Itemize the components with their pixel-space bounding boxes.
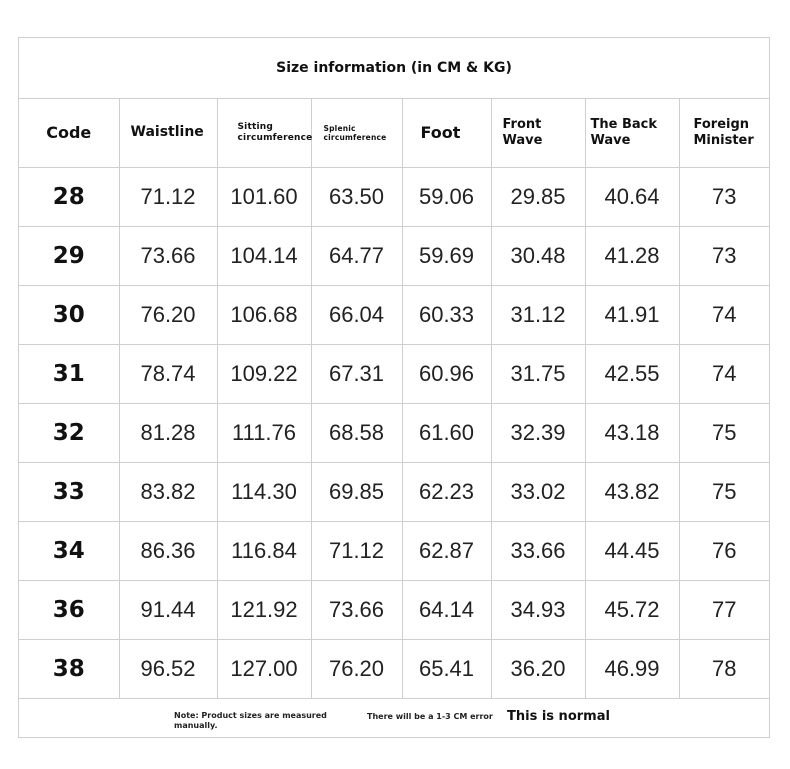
size-code-cell: 33 [19,463,119,522]
measurement-cell: 111.76 [217,404,311,463]
measurement-cell: 114.30 [217,463,311,522]
measurement-cell: 104.14 [217,227,311,286]
measurement-cell: 76.20 [311,640,402,699]
measurement-cell: 69.85 [311,463,402,522]
measurement-cell: 75 [679,404,769,463]
table-row [19,168,769,227]
measurement-cell: 64.77 [311,227,402,286]
measurement-cell: 29.85 [491,168,585,227]
table-row [19,345,769,404]
measurement-cell: 60.33 [402,286,491,345]
table-row [19,463,769,522]
measurement-cell: 116.84 [217,522,311,581]
size-code-cell: 29 [19,227,119,286]
header-back-wave: The Back Wave [585,98,679,168]
measurement-cell: 86.36 [119,522,217,581]
measurement-cell: 71.12 [311,522,402,581]
note-error-range: There will be a 1-3 CM error [367,712,493,721]
measurement-cell: 75 [679,463,769,522]
measurement-cell: 78 [679,640,769,699]
measurement-cell: 43.18 [585,404,679,463]
measurement-cell: 73 [679,227,769,286]
header-splenic-circumference: Splenic circumference [311,98,402,168]
measurement-cell: 106.68 [217,286,311,345]
measurement-cell: 41.91 [585,286,679,345]
table-row [19,286,769,345]
measurement-cell: 73.66 [311,581,402,640]
header-row [19,98,769,168]
measurement-cell: 62.87 [402,522,491,581]
size-chart [18,37,770,738]
title-row [19,38,769,99]
measurement-cell: 63.50 [311,168,402,227]
measurement-cell: 42.55 [585,345,679,404]
measurement-cell: 68.58 [311,404,402,463]
note-measured-manually: Note: Product sizes are measured manually. [174,711,327,731]
measurement-cell: 96.52 [119,640,217,699]
measurement-cell: 81.28 [119,404,217,463]
measurement-cell: 33.66 [491,522,585,581]
size-code-cell: 34 [19,522,119,581]
header-waistline: Waistline [119,98,217,168]
measurement-cell: 31.75 [491,345,585,404]
measurement-cell: 31.12 [491,286,585,345]
header-foot: Foot [402,98,491,168]
chart-title: Size information (in CM & KG) [276,60,512,76]
size-table [19,98,769,699]
note-normal: This is normal [507,709,610,724]
measurement-cell: 61.60 [402,404,491,463]
measurement-cell: 73 [679,168,769,227]
measurement-cell: 121.92 [217,581,311,640]
header-code: Code [19,98,119,168]
size-code-cell: 32 [19,404,119,463]
measurement-cell: 74 [679,286,769,345]
measurement-cell: 83.82 [119,463,217,522]
table-row [19,581,769,640]
table-body [19,168,769,699]
table-row [19,640,769,699]
measurement-cell: 34.93 [491,581,585,640]
measurement-cell: 60.96 [402,345,491,404]
measurement-cell: 76 [679,522,769,581]
measurement-cell: 109.22 [217,345,311,404]
measurement-cell: 33.02 [491,463,585,522]
size-code-cell: 30 [19,286,119,345]
measurement-cell: 32.39 [491,404,585,463]
measurement-cell: 36.20 [491,640,585,699]
measurement-cell: 78.74 [119,345,217,404]
measurement-cell: 46.99 [585,640,679,699]
measurement-cell: 44.45 [585,522,679,581]
measurement-cell: 64.14 [402,581,491,640]
measurement-cell: 40.64 [585,168,679,227]
measurement-cell: 76.20 [119,286,217,345]
size-code-cell: 38 [19,640,119,699]
size-code-cell: 28 [19,168,119,227]
table-row [19,227,769,286]
header-foreign-minister: Foreign Minister [679,98,769,168]
measurement-cell: 62.23 [402,463,491,522]
measurement-cell: 91.44 [119,581,217,640]
measurement-cell: 45.72 [585,581,679,640]
table-row [19,404,769,463]
table-row [19,522,769,581]
measurement-cell: 66.04 [311,286,402,345]
measurement-cell: 101.60 [217,168,311,227]
size-code-cell: 31 [19,345,119,404]
measurement-cell: 65.41 [402,640,491,699]
measurement-cell: 73.66 [119,227,217,286]
measurement-cell: 71.12 [119,168,217,227]
measurement-cell: 74 [679,345,769,404]
measurement-cell: 59.06 [402,168,491,227]
header-front-wave: Front Wave [491,98,585,168]
measurement-cell: 127.00 [217,640,311,699]
measurement-cell: 30.48 [491,227,585,286]
measurement-cell: 59.69 [402,227,491,286]
header-sitting-circumference: Sitting circumference [217,98,311,168]
measurement-cell: 43.82 [585,463,679,522]
note-row [19,703,769,737]
measurement-cell: 41.28 [585,227,679,286]
measurement-cell: 67.31 [311,345,402,404]
measurement-cell: 77 [679,581,769,640]
size-code-cell: 36 [19,581,119,640]
